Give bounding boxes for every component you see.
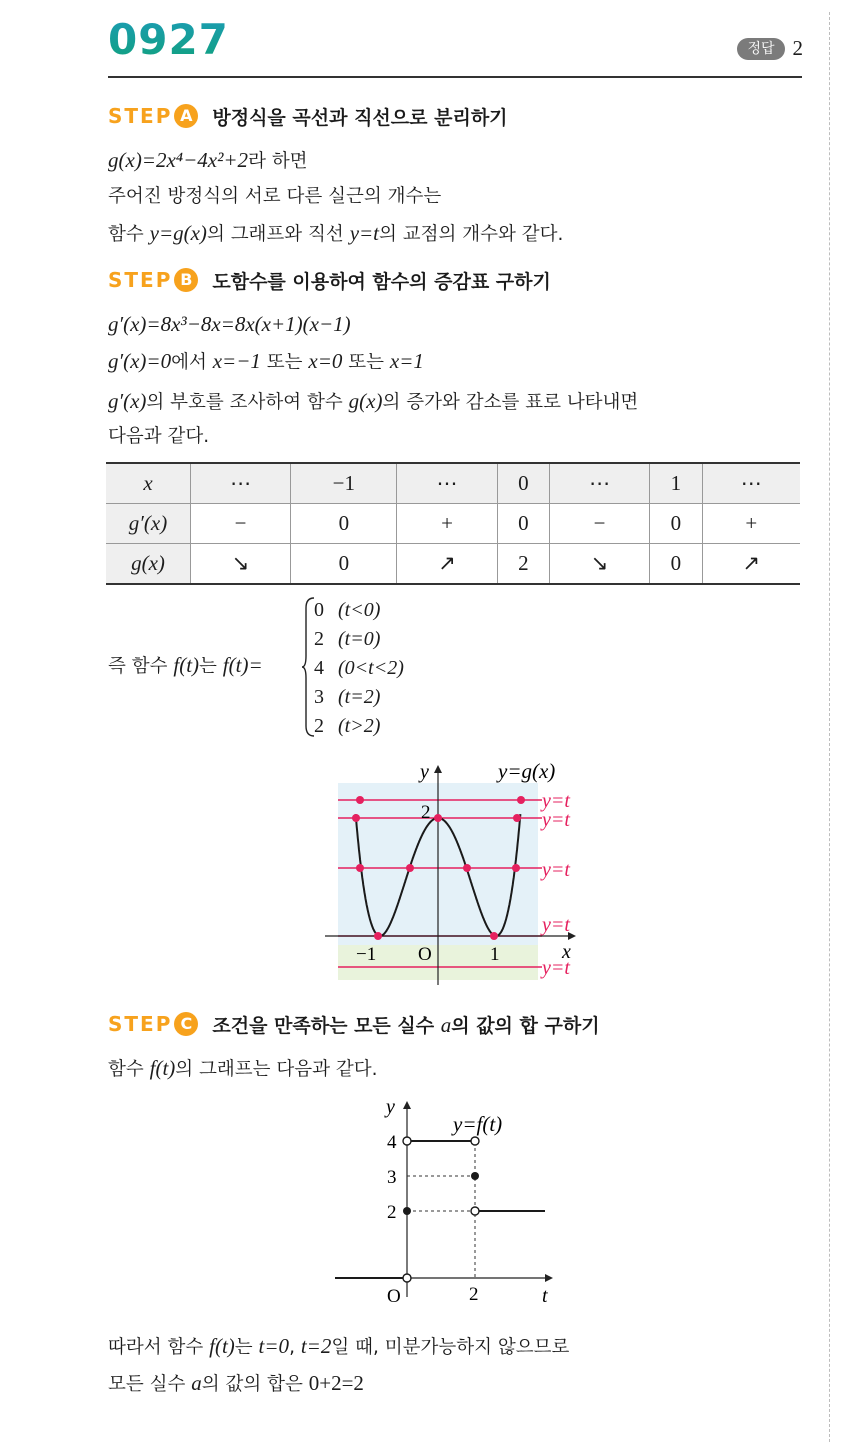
table-row [106, 544, 800, 585]
text: 에서 [171, 352, 213, 373]
math-expr: g′(x)=0 [108, 349, 172, 373]
tick-label-2: 2 [421, 802, 431, 823]
conclusion-line-2 [108, 1370, 364, 1398]
origin-label: O [418, 944, 432, 965]
text: , [289, 1337, 301, 1358]
math-expr: g(x) [348, 389, 383, 413]
step-b-heading [108, 266, 551, 294]
line-label: y=t [542, 809, 570, 831]
conclusion-line-1 [108, 1333, 569, 1361]
table-cell: 1 [650, 463, 702, 504]
line-label: y=t [542, 957, 570, 979]
table-cell: 0 [650, 504, 702, 544]
step-letter-badge: A [174, 104, 198, 128]
text: 따라서 함수 [108, 1337, 210, 1358]
text: 라 하면 [248, 151, 308, 172]
case-value: 3 [314, 686, 324, 708]
table-cell: 0 [291, 544, 397, 585]
case-value: 2 [314, 715, 324, 737]
text: 는 [234, 1337, 259, 1358]
table-cell: −1 [291, 463, 397, 504]
problem-number: 0927 [108, 15, 229, 64]
intersection-point [512, 864, 520, 872]
text: 조건을 만족하는 모든 실수 [212, 1014, 441, 1037]
math-expr: x=0 [308, 349, 343, 373]
line-label: y=t [542, 790, 570, 812]
text: 의 증가와 감소를 표로 나타내면 [382, 392, 639, 413]
math-expr: t=0 [258, 1334, 290, 1358]
case-condition: (t=2) [338, 686, 381, 708]
y-axis-label: y [386, 1096, 395, 1118]
graph-f [320, 1092, 570, 1317]
table-cell: x [106, 463, 191, 504]
table-cell: + [702, 504, 800, 544]
y-axis-arrow [403, 1101, 411, 1109]
text: 의 그래프와 직선 [206, 224, 350, 245]
table-row [106, 504, 800, 544]
math-expr: x=−1 [212, 349, 261, 373]
step-a-line-1 [108, 147, 308, 175]
open-point [403, 1137, 411, 1145]
text: 의 그래프는 다음과 같다. [175, 1059, 378, 1080]
sign-table [106, 462, 800, 585]
table-cell: ⋯ [702, 463, 800, 504]
step-b-line-3 [108, 388, 638, 416]
table-cell: + [397, 504, 497, 544]
case-value: 4 [314, 657, 324, 679]
math-expr: f(t) [209, 1334, 235, 1358]
step-b-line-2 [108, 348, 424, 376]
step-c-title [212, 1011, 599, 1038]
table-cell: 0 [497, 463, 549, 504]
tick-label-neg1: −1 [356, 944, 377, 965]
text: 함수 [108, 1059, 150, 1080]
math-expr: x=1 [389, 349, 424, 373]
table-cell: 0 [291, 504, 397, 544]
math-expr: f(t) [149, 1056, 176, 1080]
step-letter-badge: C [174, 1012, 198, 1036]
step-c-line-1 [108, 1055, 378, 1083]
step-c-heading [108, 1010, 600, 1038]
t-axis-arrow [545, 1274, 553, 1282]
case-condition: (t<0) [338, 599, 381, 621]
step-a-line-3 [108, 220, 563, 248]
case-condition: (t>2) [338, 715, 381, 737]
math-expr: f(t) [173, 653, 200, 677]
table-cell: − [550, 504, 650, 544]
case-row [314, 596, 404, 625]
intersection-point [517, 796, 525, 804]
table-cell: 0 [650, 544, 702, 585]
table-cell: ⋯ [397, 463, 497, 504]
intersection-point [406, 864, 414, 872]
open-point [471, 1137, 479, 1145]
step-b-title: 도함수를 이용하여 함수의 증감표 구하기 [212, 270, 551, 293]
text: 즉 함수 [108, 656, 174, 677]
x-axis-label: x [562, 941, 571, 963]
math-expr: g(x)=2x⁴−4x²+2 [108, 148, 249, 172]
answer-badge: 정답 [737, 38, 784, 60]
y-tick-label: 4 [387, 1132, 397, 1153]
step-a-heading [108, 102, 508, 130]
open-point [403, 1274, 411, 1282]
piecewise-intro [108, 652, 263, 678]
y-tick-label: 2 [387, 1202, 397, 1223]
table-cell: 2 [497, 544, 549, 585]
intersection-point [463, 864, 471, 872]
y-axis-arrow [434, 765, 442, 773]
filled-point [403, 1207, 411, 1215]
table-cell: ↘ [550, 544, 650, 585]
step-word: STEP [108, 104, 173, 128]
math-expr: t=2 [300, 1334, 332, 1358]
tick-label-1: 1 [490, 944, 500, 965]
text: 는 [199, 656, 223, 677]
step-b-line-4: 다음과 같다. [108, 426, 210, 447]
step-word: STEP [108, 268, 173, 292]
left-brace [301, 596, 315, 738]
table-cell: ⋯ [191, 463, 291, 504]
step-word: STEP [108, 1012, 173, 1036]
math-expr: y=t [349, 221, 380, 245]
step-a-title: 방정식을 곡선과 직선으로 분리하기 [212, 106, 508, 129]
text: 의 값의 합 구하기 [451, 1014, 600, 1037]
intersection-point [513, 814, 521, 822]
y-tick-label: 3 [387, 1167, 397, 1188]
intersection-point [356, 864, 364, 872]
math-expr: g′(x)=8x³−8x=8x(x+1)(x−1) [108, 312, 351, 336]
table-cell: g(x) [106, 544, 191, 585]
step-b-line-1 [108, 311, 351, 339]
line-label: y=t [542, 859, 570, 881]
intersection-point [434, 814, 442, 822]
case-row [314, 625, 404, 654]
t-tick-label-2: 2 [469, 1284, 479, 1305]
math-expr: y=g(x) [149, 221, 207, 245]
intersection-point [374, 932, 382, 940]
text: 또는 [260, 352, 309, 373]
case-condition: (t=0) [338, 628, 381, 650]
table-row [106, 463, 800, 504]
open-point [471, 1207, 479, 1215]
line-label: y=t [542, 914, 570, 936]
table-cell: ↘ [191, 544, 291, 585]
intersection-point [490, 932, 498, 940]
math-expr: g′(x) [108, 389, 147, 413]
text: 의 부호를 조사하여 함수 [146, 392, 349, 413]
intersection-point [356, 796, 364, 804]
page-edge-dotted-line [829, 12, 830, 1442]
math-expr: a [440, 1012, 452, 1037]
intersection-point [352, 814, 360, 822]
math-expr: a [191, 1371, 202, 1395]
text: 의 교점의 개수와 같다. [379, 224, 564, 245]
filled-point [471, 1172, 479, 1180]
text: 또는 [342, 352, 390, 373]
math-expr: 0+2=2 [308, 1371, 364, 1395]
table-cell: − [191, 504, 291, 544]
y-axis-label: y [420, 761, 429, 783]
math-expr: f(t)= [222, 653, 263, 677]
table-cell: g′(x) [106, 504, 191, 544]
case-value: 2 [314, 628, 324, 650]
step-letter-badge: B [174, 268, 198, 292]
text: 함수 [108, 224, 150, 245]
piecewise-cases [314, 596, 404, 741]
table-cell: ↗ [702, 544, 800, 585]
answer-box [737, 36, 803, 61]
case-row [314, 683, 404, 712]
case-value: 0 [314, 599, 324, 621]
case-row [314, 654, 404, 683]
text: 의 값의 합은 [201, 1374, 309, 1395]
text: 모든 실수 [108, 1374, 192, 1395]
origin-label: O [387, 1286, 401, 1307]
text: 일 때, 미분가능하지 않으므로 [331, 1337, 570, 1358]
answer-value: 2 [792, 36, 803, 60]
curve-label: y=f(t) [453, 1112, 503, 1136]
table-cell: 0 [497, 504, 549, 544]
step-a-line-2: 주어진 방정식의 서로 다른 실근의 개수는 [108, 186, 442, 207]
case-row [314, 712, 404, 741]
table-cell: ⋯ [550, 463, 650, 504]
case-condition: (0<t<2) [338, 657, 404, 679]
table-cell: ↗ [397, 544, 497, 585]
t-axis-label: t [542, 1285, 548, 1307]
graph-g [320, 755, 600, 990]
header-rule [108, 76, 802, 78]
curve-label: y=g(x) [498, 759, 556, 783]
